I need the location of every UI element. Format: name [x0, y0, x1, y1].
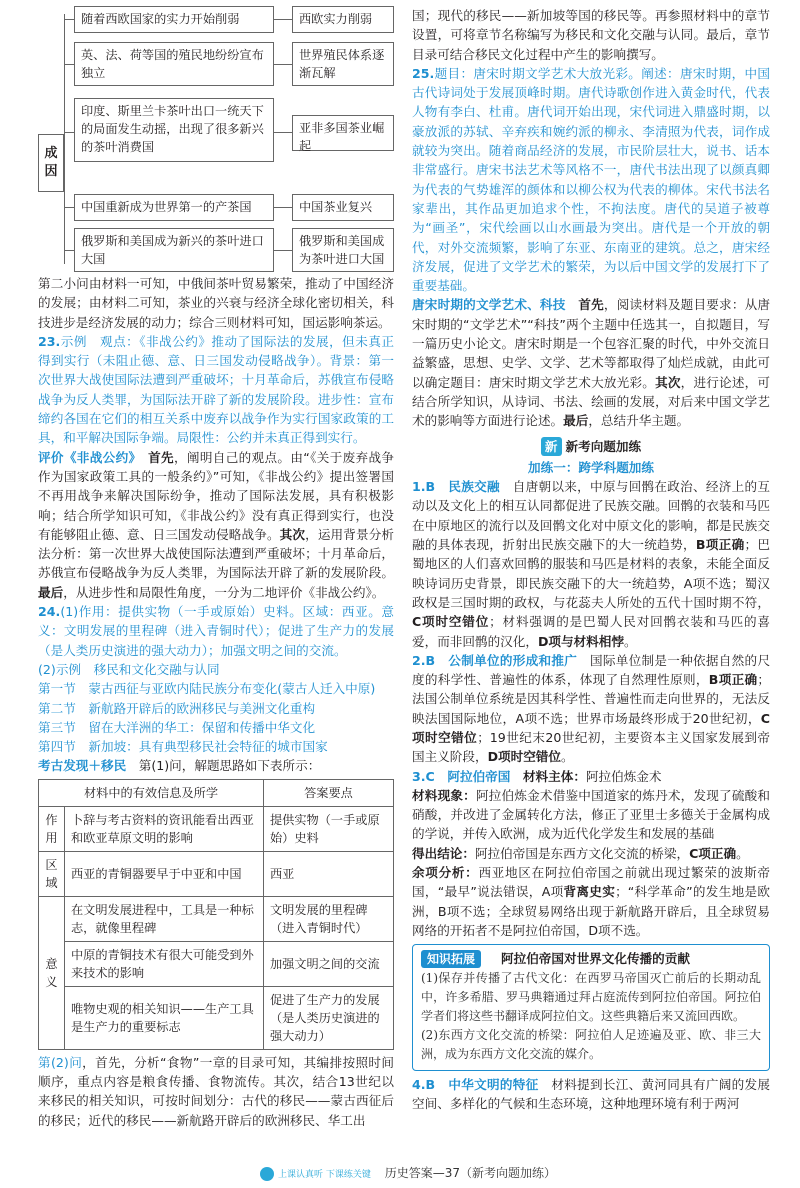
- diagram-result: 俄罗斯和美国成为茶叶进口大国: [292, 228, 394, 272]
- section-line: 第一节 蒙古西征与亚欧内陆民族分布变化(蒙古人迁入中原): [38, 681, 376, 697]
- diagram-result: 世界殖民体系逐渐瓦解: [292, 42, 394, 86]
- section-tag: 新: [541, 437, 562, 456]
- answer-3-conclusion: 得出结论：阿拉伯帝国是东西方文化交流的桥梁，C项正确。: [412, 845, 749, 861]
- answer-23: 23.示例 观点：《非战公约》推动了国际法的发展，但未真正得到实行（未阻止德、意、日三国发动侵略战争）。背景：第一次世界大战使国际法遭到严重破坏；十月革命后，苏俄宣布侵略战争为反人类罪，为国际法开辟了新的发展阶段。进步性：宣布缔约各国在它们的相互关系中废弃以战争作为实行国家政策的工具，和平解决国际争端。局限性：公约并未真正得到实行。: [38, 333, 394, 446]
- paragraph: 国；现代的移民——新加坡等国的移民等。再参照材料中的章节设置，可将章节名称编写为移民和文化交融与认同。最后，章节目录可结合移民文化过程中产生的影响撰写。: [412, 8, 770, 62]
- page-footer: [260, 1163, 600, 1183]
- section-line: 第四节 新加坡：具有典型移民社会特征的城市国家: [38, 739, 328, 755]
- analysis-table: [38, 779, 394, 1050]
- paragraph: 第二小问由材料一可知，中俄间茶叶贸易繁荣，推动了中国经济的发展；由材料二可知，茶业的兴衰与经济全球化密切相关，科技进步是经济发展的动力；综合三则材料可知，国运影响茶运。: [38, 276, 394, 330]
- section-header: [412, 437, 770, 456]
- answer-24-2: (2)示例 移民和文化交融与认同: [38, 661, 220, 677]
- diagram-result: 亚非多国茶业崛起: [292, 115, 394, 151]
- diagram-cause: 中国重新成为世界第一的产茶国: [74, 194, 274, 221]
- table-header: 材料中的有效信息及所学: [39, 779, 264, 806]
- table-row: 唯物史观的相关知识——生产工具是生产力的重要标志 促进了生产力的发展（是人类历史演进的强大动力）: [39, 986, 394, 1049]
- answer-24: 24.(1)作用：提供实物（一手或原始）史料。区域：西亚。意义：文明发展的里程碑（进入青铜时代）；促进了生产力的发展（是人类历史演进的强大动力）；加强文明之间的交流。: [38, 604, 394, 658]
- diagram-cause: 英、法、荷等国的殖民地纷纷宣布独立: [74, 42, 274, 86]
- diagram-cause: 俄罗斯和美国成为新兴的茶叶进口大国: [74, 228, 274, 272]
- brand-slogan: 上课认真听 下课练关键: [278, 1170, 371, 1180]
- paragraph: 第(2)问，首先，分析“食物”一章的目录可知，其编排按照时间顺序，重点内容是粮食传播、食物流传。其次，结合13世纪以来移民的相关知识，可按时间划分：古代的移民——蒙古西征后的移民；近代的移民——新航路开辟后的欧洲移民、华工出: [38, 1054, 394, 1128]
- answer-2: 2.B 公制单位的形成和推广 国际单位制是一种依据自然的尺度的科学性、普遍性的体系，体现了自然理性原则，B项正确；法国公制单位系统是因其科学性、普遍性而走向世界的，无法反映法国国际地位，A项不选；世界市场最终形成于20世纪初，C项时空错位；19世纪末20世纪初，主要资本主义国家发展到帝国主义阶段，D项时空错位。: [412, 652, 771, 765]
- answer-25: 25.题目：唐宋时期文学艺术大放光彩。阐述：唐宋时期，中国古代诗词处于发展顶峰时期。唐代诗歌创作进入黄金时代，代表人物有李白、杜甫。唐代词开始出现，宋代词进入鼎盛时期，以豪放派的苏轼、辛弃疾和婉约派的柳永、李清照为代表，词作成就较为突出。随着商品经济的发展，市民阶层壮大，说书、话本非常盛行。唐宋书法艺术等风格不一，唐代书法出现了以颜真卿为代表的气势雄浑的颜体和以柳公权为代表的柳体。宋代书法名家辈出，其作品更加追求个性，不拘法度。唐代的吴道子被尊为“画圣”，宋代绘画以山水画最为突出。唐代是一个开放的朝代，对外交流频繁，影响了东亚、东南亚的建筑。总之，唐宋经济发展，促进了文学艺术的繁荣，为以后中国文学的发展打下了重要基础。: [412, 65, 770, 294]
- answer-4: 4.B 中华文明的特征 材料提到长江、黄河同具有广阔的发展空间、多样化的气候和生态环境，这种地理环境有利于两河: [412, 1076, 771, 1111]
- answer-3-others: 余项分析：西亚地区在阿拉伯帝国之前就出现过繁荣的波斯帝国，“最早”说法错误，A项背离史实；“科学革命”的发生地是欧洲，B项不选；全球贸易网络出现于新航路开辟后，且全球贸易网络的开拓者不是阿拉伯帝国，D项不选。: [412, 865, 771, 938]
- cause-diagram: [38, 6, 394, 271]
- diagram-cause: 印度、斯里兰卡茶叶出口一统天下的局面发生动摇，出现了很多新兴的茶叶消费国: [74, 98, 274, 162]
- diagram-result: 中国茶业复兴: [292, 194, 394, 221]
- section-line: 第三节 留在大洋洲的华工：保留和传播中华文化: [38, 719, 316, 735]
- diagram-bracket: [64, 14, 74, 264]
- right-column: [412, 6, 770, 1113]
- table-row: 中原的青铜技术有很大可能受到外来技术的影响 加强文明之间的交流: [39, 941, 394, 986]
- knowledge-title: 阿拉伯帝国对世界文化传播的贡献: [501, 951, 690, 967]
- left-column: [38, 6, 394, 1130]
- table-row: 意义 在文明发展进程中，工具是一种标志，就像里程碑 文明发展的里程碑（进入青铜时代）: [39, 896, 394, 941]
- table-row: 区域 西亚的青铜器要早于中亚和中国 西亚: [39, 851, 394, 896]
- knowledge-box: [412, 944, 770, 1070]
- diagram-label: 成因: [38, 134, 64, 192]
- knowledge-text: (1)保存并传播了古代文化：在西罗马帝国灭亡前后的长期动乱中，许多希腊、罗马典籍通过拜占庭流传到阿拉伯帝国。阿拉伯学者们将这些书翻译成阿拉伯文。这些典籍后来又流回西欧。: [421, 970, 761, 1023]
- section-line: 第二节 新航路开辟后的欧洲移民与美洲文化重构: [38, 700, 316, 716]
- analysis-25: 唐宋时期的文学艺术、科技 首先，阅读材料及题目要求：从唐宋时期的“文学艺术”“科技”两个主题中任选其一，自拟题目，写一篇历史小论文。唐宋时期是一个包容汇聚的时代，中外交流日益繁盛，思想、史学、文学、艺术等都取得了灿烂成就，由此可以确定题目：唐宋时期文学艺术大放光彩。其次，进行论述，可结合所学知识，从诗词、书法、绘画的发展，对后来中国文学艺术的影响等方面进行论述。最后，总结升华主题。: [412, 297, 771, 429]
- answer-3: 3.C 阿拉伯帝国 材料主体：阿拉伯炼金术: [412, 768, 662, 784]
- knowledge-text: (2)东西方文化交流的桥梁：阿拉伯人足迹遍及亚、欧、非三大洲，成为东西方文化交流的媒介。: [421, 1027, 761, 1061]
- table-header: 答案要点: [264, 779, 394, 806]
- brand-logo-icon: [260, 1167, 274, 1181]
- page-number: 历史答案—37（新考向题加练）: [384, 1166, 556, 1180]
- analysis-24-intro: 考古发现＋移民 第(1)问，解题思路如下表所示：: [38, 758, 321, 774]
- knowledge-tag: 知识拓展: [421, 950, 481, 968]
- diagram-cause: 随着西欧国家的实力开始削弱: [74, 6, 274, 33]
- answer-3-phenomenon: 材料现象：阿拉伯炼金术借鉴中国道家的炼丹术，发现了硫酸和硝酸，并改进了金属转化方法，修正了亚里士多德关于金属构成的学说，并传入欧洲，成为近代化学发生和发展的基础: [412, 787, 771, 842]
- answer-1: 1.B 民族交融 自唐朝以来，中原与回鹘在政治、经济上的互动以及文化上的相互认同都促进了民族交融。回鹘的衣装和马匹在中原地区的流行以及回鹘文化对中原文化的影响，都是民族交融的具体表现，折射出民族交融下的大一统趋势，B项正确；巴蜀地区的人们喜欢回鹘的服装和马匹是材料的表象，未能全面反映诗词历史背景，即民族交融下的大一统趋势，A项不选；蜀汉政权是三国时期的政权，与花蕊夫人所处的五代十国时期不符，C项时空错位；材料强调的是巴蜀人民对回鹘衣装和马匹的喜爱，而非回鹘的汉化，D项与材料相悖。: [412, 479, 771, 649]
- analysis-23: 评价《非战公约》 首先，阐明自己的观点。由“《关于废弃战争作为国家政策工具的一般条约》”可知，《非战公约》提出签署国不再用战争来解决国际纷争，推动了国际法发展，具有积极影响；结合所学知识可知，《非战公约》没有真正得到实行，也没有能够阻止德、意、日三国发动侵略战争。其次，运用背景分析法分析：第一次世界大战使国际法遭到严重破坏；十月革命后，苏俄宣布侵略战争为反人类罪，为国际法开辟了新的发展阶段。最后，从进步性和局限性角度，一分为二地评价《非战公约》。: [38, 449, 395, 600]
- table-row: 作用 卜辞与考古资料的资讯能看出西亚和欧亚草原文明的影响 提供实物（一手或原始）史料: [39, 806, 394, 851]
- diagram-result: 西欧实力削弱: [292, 6, 394, 33]
- section-title: 新考向题加练: [565, 438, 642, 454]
- subsection-title: 加练一：跨学科题加练: [528, 459, 654, 475]
